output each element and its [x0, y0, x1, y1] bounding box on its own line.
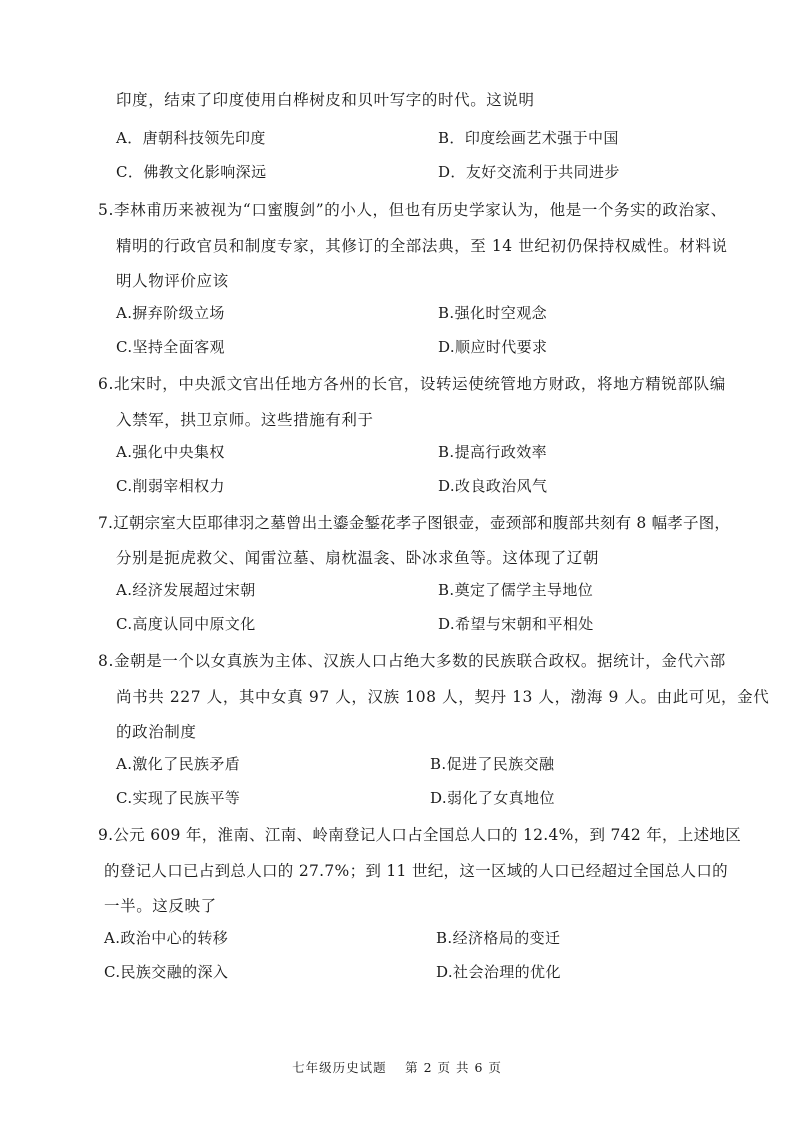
question-8-line-3: 的政治制度	[116, 723, 197, 741]
question-8-option-b: B.促进了民族交融	[430, 755, 555, 773]
question-5-option-d: D.顺应时代要求	[438, 338, 548, 356]
question-8-line-2: 尚书共 227 人，其中女真 97 人，汉族 108 人，契丹 13 人，渤海 9 人。由此可见，金代	[116, 688, 770, 706]
question-9-option-c: C.民族交融的深入	[104, 963, 229, 981]
question-9-line-1: 9.公元 609 年，淮南、江南、岭南登记人口占全国总人口的 12.4%，到 742 年，上述地区	[98, 826, 742, 844]
option-d: D．友好交流利于共同进步	[438, 163, 620, 181]
question-6-option-d: D.改良政治风气	[438, 477, 548, 495]
question-9-option-d: D.社会治理的优化	[436, 963, 561, 981]
question-9-line-3: 一半。这反映了	[104, 897, 217, 915]
question-6-option-b: B.提高行政效率	[438, 443, 547, 461]
option-c: C．佛教文化影响深远	[116, 163, 267, 181]
question-text-line: 印度，结束了印度使用白桦树皮和贝叶写字的时代。这说明	[116, 91, 535, 109]
question-6-option-c: C.削弱宰相权力	[116, 477, 225, 495]
question-7-option-c: C.高度认同中原文化	[116, 615, 256, 633]
question-7-line-1: 7.辽朝宗室大臣耶律羽之墓曾出土鎏金錾花孝子图银壶，壶颈部和腹部共刻有 8 幅孝子图，	[98, 514, 731, 532]
question-7-line-2: 分别是扼虎救父、闻雷泣墓、扇枕温衾、卧冰求鱼等。这体现了辽朝	[116, 549, 600, 567]
question-5-option-c: C.坚持全面客观	[116, 338, 225, 356]
question-7-option-b: B.奠定了儒学主导地位	[438, 581, 594, 599]
question-8-option-a: A.激化了民族矛盾	[116, 755, 241, 773]
option-a: A．唐朝科技领先印度	[116, 129, 266, 147]
page-footer: 七年级历史试题 第 2 页 共 6 页	[292, 1060, 502, 1075]
question-5-line-3: 明人物评价应该	[116, 272, 229, 290]
question-5-option-b: B.强化时空观念	[438, 304, 547, 322]
question-8-option-d: D.弱化了女真地位	[430, 789, 555, 807]
question-6-line-1: 6.北宋时，中央派文官出任地方各州的长官，设转运使统管地方财政，将地方精锐部队编	[98, 375, 726, 393]
question-5-line-2: 精明的行政官员和制度专家，其修订的全部法典，至 14 世纪初仍保持权威性。材料说	[116, 237, 728, 255]
question-7-option-d: D.希望与宋朝和平相处	[438, 615, 594, 633]
question-5-line-1: 5.李林甫历来被视为“口蜜腹剑”的小人，但也有历史学家认为，他是一个务实的政治家、	[98, 201, 727, 219]
question-5-option-a: A.摒弃阶级立场	[116, 304, 225, 322]
question-8-option-c: C.实现了民族平等	[116, 789, 241, 807]
question-6-line-2: 入禁军，拱卫京师。这些措施有利于	[116, 411, 374, 429]
question-9-option-b: B.经济格局的变迁	[436, 929, 561, 947]
question-8-line-1: 8.金朝是一个以女真族为主体、汉族人口占绝大多数的民族联合政权。据统计，金代六部	[98, 652, 726, 670]
question-7-option-a: A.经济发展超过宋朝	[116, 581, 256, 599]
option-b: B．印度绘画艺术强于中国	[438, 129, 619, 147]
question-9-line-2: 的登记人口已占到总人口的 27.7%；到 11 世纪，这一区域的人口已经超过全国总人口的	[104, 862, 728, 880]
question-6-option-a: A.强化中央集权	[116, 443, 225, 461]
question-9-option-a: A.政治中心的转移	[104, 929, 229, 947]
